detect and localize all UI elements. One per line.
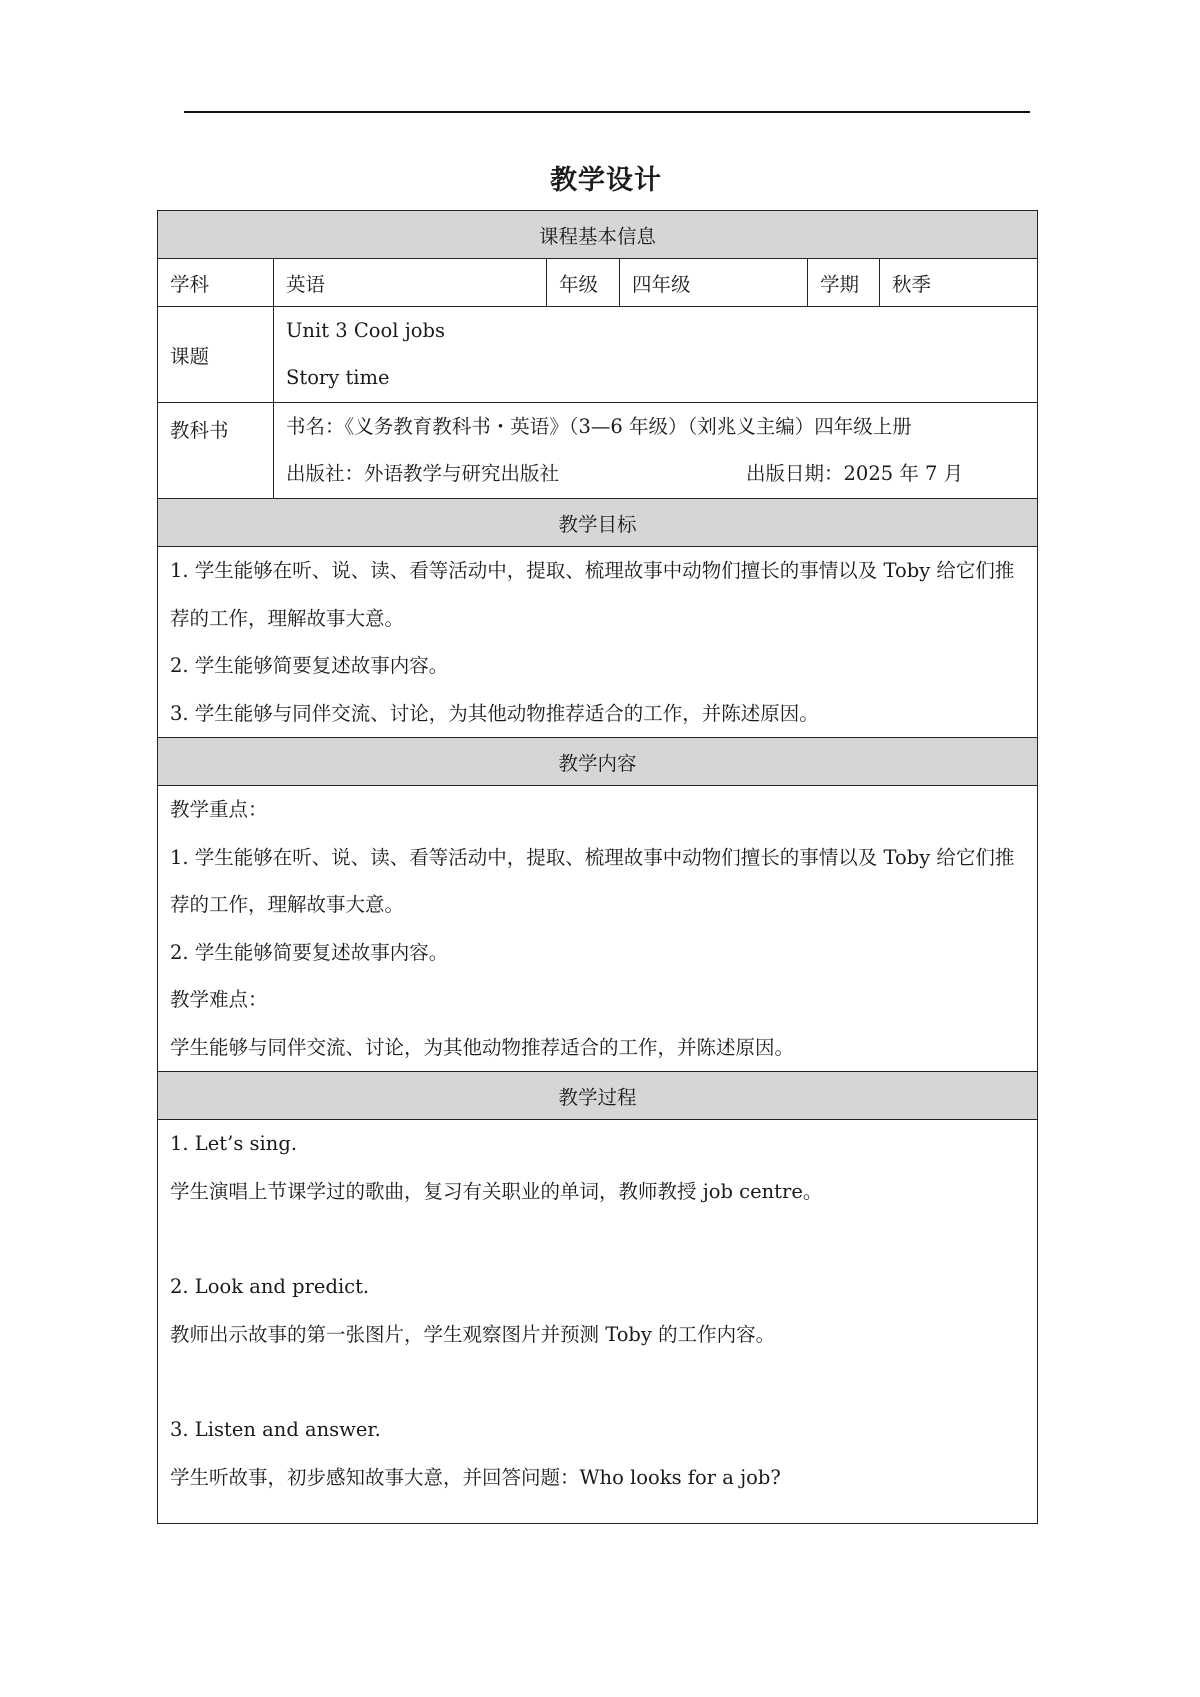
subject-value: 英语 [274, 259, 547, 306]
topic-line: Story time [286, 366, 390, 389]
step-text: 教师出示故事的第一张图片，学生观察图片并预测 Toby 的工作内容。 [170, 1322, 776, 1346]
content-body [158, 786, 1037, 1072]
step-spacer [170, 1215, 1025, 1263]
key-point-item: 2. 学生能够简要复述故事内容。 [170, 940, 449, 964]
objectives-title: 教学目标 [558, 512, 637, 536]
content-header [158, 738, 1037, 786]
term-label: 学期 [808, 259, 880, 306]
basic-info-header [158, 211, 1037, 259]
process-title: 教学过程 [558, 1085, 637, 1109]
subject-label: 学科 [158, 259, 274, 306]
objectives-header [158, 499, 1037, 547]
publish-date: 出版日期：2025 年 7 月 [746, 462, 964, 485]
topic-row [158, 307, 1037, 403]
step-text: 学生演唱上节课学过的歌曲，复习有关职业的单词，教师教授 job centre。 [170, 1179, 823, 1203]
step-title: 3. Listen and answer. [170, 1418, 381, 1441]
content-title: 教学内容 [558, 751, 637, 775]
objective-item: 2. 学生能够简要复述故事内容。 [170, 654, 449, 677]
lesson-plan-table [157, 210, 1038, 1524]
objectives-list [158, 547, 1037, 737]
topic-label: 课题 [158, 307, 274, 402]
objective-item: 1. 学生能够在听、说、读、看等活动中，提取、梳理故事中动物们擅长的事情以及 Toby 给它们推荐的工作，理解故事大意。 [170, 559, 1015, 630]
topic-value [274, 307, 1037, 402]
key-points-label: 教学重点： [170, 798, 268, 821]
basic-info-row [158, 259, 1037, 307]
textbook-row [158, 403, 1037, 499]
textbook-publish-info [286, 450, 1025, 497]
process-body [158, 1120, 1037, 1523]
textbook-value [274, 403, 1037, 498]
difficulty-text: 学生能够与同伴交流、讨论，为其他动物推荐适合的工作，并陈述原因。 [170, 1035, 795, 1059]
grade-value: 四年级 [620, 259, 808, 306]
topic-line: Unit 3 Cool jobs [286, 319, 445, 342]
header-rule [184, 111, 1030, 113]
process-steps [158, 1120, 1037, 1523]
textbook-name: 书名：《义务教育教科书・英语》（3—6 年级）（刘兆义主编）四年级上册 [286, 415, 912, 438]
difficulty-label: 教学难点： [170, 988, 268, 1011]
process-header [158, 1072, 1037, 1120]
basic-info-title: 课程基本信息 [538, 224, 656, 248]
grade-label: 年级 [547, 259, 620, 306]
step-spacer [170, 1358, 1025, 1406]
step-text: 学生听故事，初步感知故事大意，并回答问题：Who looks for a job? [170, 1465, 781, 1489]
textbook-label: 教科书 [158, 403, 274, 498]
content-block [158, 786, 1037, 1071]
objective-item: 3. 学生能够与同伴交流、讨论，为其他动物推荐适合的工作，并陈述原因。 [170, 701, 819, 725]
key-point-item: 1. 学生能够在听、说、读、看等活动中，提取、梳理故事中动物们擅长的事情以及 Toby 给它们推荐的工作，理解故事大意。 [170, 845, 1015, 916]
step-title: 2. Look and predict. [170, 1275, 370, 1298]
objectives-body [158, 547, 1037, 738]
step-title: 1. Let’s sing. [170, 1132, 298, 1155]
term-value: 秋季 [892, 272, 932, 296]
publisher: 出版社：外语教学与研究出版社 [286, 462, 560, 485]
document-title: 教学设计 [550, 165, 662, 196]
